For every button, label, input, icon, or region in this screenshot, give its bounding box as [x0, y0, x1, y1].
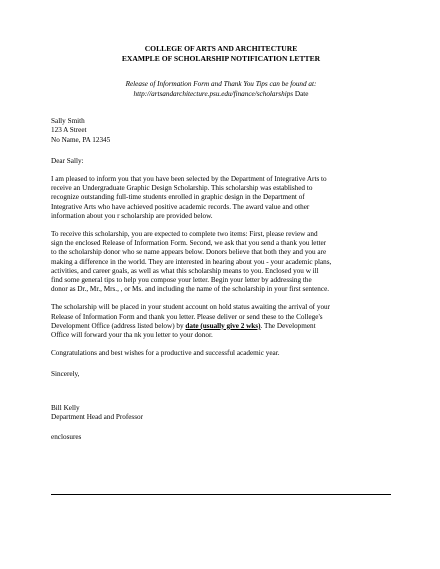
paragraph-line: Office will forward your tha nk you letter to your donor.: [51, 331, 213, 340]
paragraph-line: making a difference in the world. They are interested in hearing about you - your academic plans,: [51, 257, 332, 266]
signature-block: [51, 404, 391, 422]
paragraph-selection: [51, 175, 391, 221]
release-url: http://artsandarchitecture.psu.edu/finance/scholarships: [133, 89, 294, 98]
recipient-name: Sally Smith: [51, 117, 85, 126]
paragraph-account: [51, 303, 391, 340]
paragraph-line: donor as Dr., Mr., Mrs., , or Ms. and including the name of the scholarship in your first sentence.: [51, 285, 330, 294]
paragraph-line: recognize outstanding full-time students enrolled in graphic design in the Department of: [51, 193, 305, 202]
paragraph-line: find some general tips to help you compose your letter. Begin your letter by addressing the: [51, 276, 312, 285]
due-date-placeholder: date (usually give 2 wks): [185, 321, 261, 330]
paragraph-requirements: [51, 230, 391, 294]
footer-divider: [51, 494, 391, 495]
paragraph-line: activities, and career goals, as well as what this scholarship means to you. Enclosed you w ill: [51, 266, 319, 275]
paragraph-line: The scholarship will be placed in your student account on hold status awaiting the arrival of your: [51, 303, 331, 312]
letter-title: EXAMPLE OF SCHOLARSHIP NOTIFICATION LETTER: [121, 54, 321, 63]
signer-name: Bill Kelly: [51, 403, 80, 412]
paragraph-line: Release of Information Form and thank you letter. Please deliver or send these to the College's: [51, 312, 323, 321]
paragraph-congratulations: Congratulations and best wishes for a productive and successful academic year.: [51, 349, 280, 358]
paragraph-line: Integrative Arts who have achieved positive academic records. The award value and other: [51, 202, 310, 211]
salutation: Dear Sally:: [51, 156, 84, 165]
paragraph-line: receive an Undergraduate Graphic Design Scholarship. This scholarship was established to: [51, 184, 313, 193]
signer-title: Department Head and Professor: [51, 412, 144, 421]
deadline-trail-text: . The Development: [260, 321, 316, 330]
recipient-street: 123 A Street: [51, 126, 87, 135]
college-name: COLLEGE OF ARTS AND ARCHITECTURE: [144, 44, 298, 53]
recipient-address: [51, 117, 391, 145]
closing: Sincerely,: [51, 370, 80, 379]
paragraph-line: information about you r scholarship are provided below.: [51, 211, 213, 220]
paragraph-line: To receive this scholarship, you are expected to complete two items: First, please review and: [51, 230, 318, 239]
release-info: [51, 80, 391, 99]
paragraph-line: I am pleased to inform you that you have been selected by the Department of Integrative Arts to: [51, 175, 327, 183]
letter-page: [51, 44, 391, 442]
paragraph-line: [51, 322, 391, 331]
paragraph-line: sign the enclosed Release of Information Form. Second, we ask that you send a thank you letter: [51, 239, 327, 248]
enclosures-note: enclosures: [51, 433, 82, 442]
date-placeholder: Date: [294, 89, 309, 98]
letter-header: [51, 44, 391, 64]
deadline-lead-text: Development Office (address listed below) by: [51, 321, 184, 330]
release-text: Release of Information Form and Thank You Tips can be found at:: [125, 80, 317, 88]
paragraph-line: to the scholarship donor who se name appears below. Donors believe that both they and you are: [51, 248, 327, 257]
recipient-city: No Name, PA 12345: [51, 135, 111, 144]
